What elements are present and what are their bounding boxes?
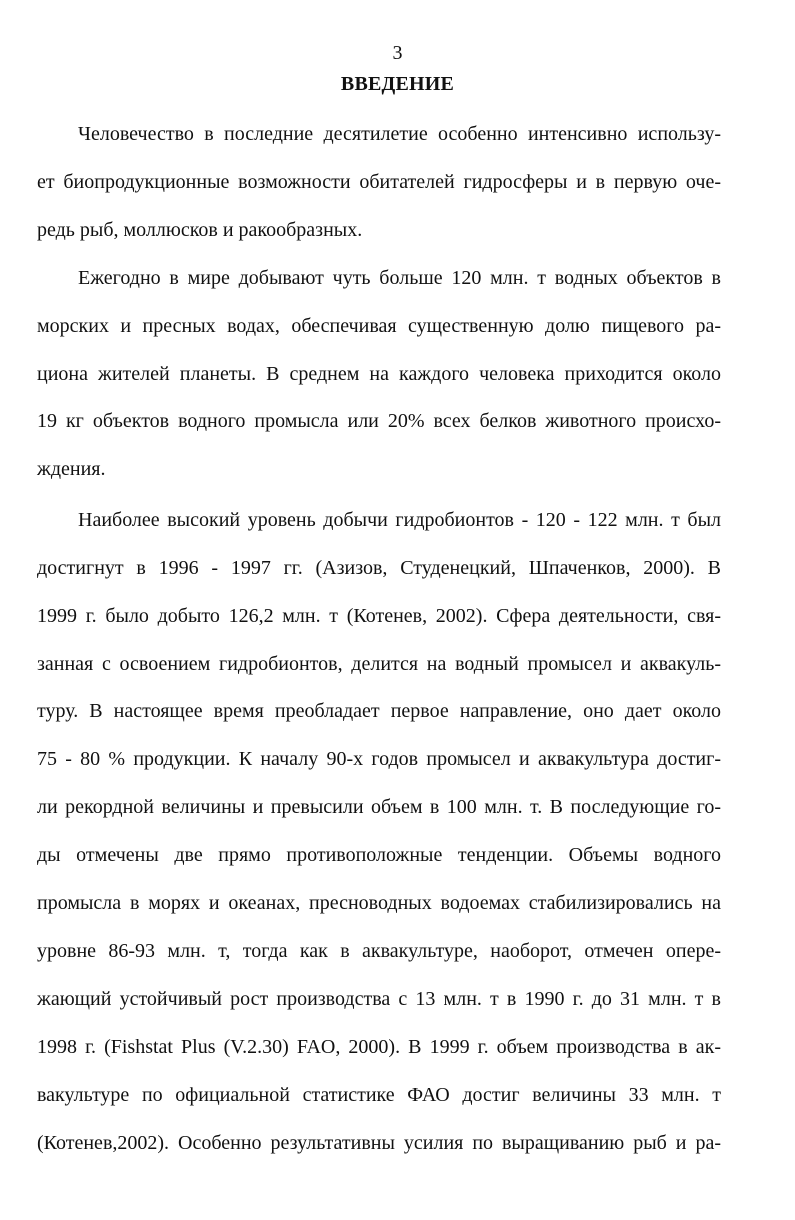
page-number: 3 (392, 42, 403, 64)
page-title: ВВЕДЕНИЕ (340, 73, 455, 95)
paragraph-3-line-1: Наиболее высокий уровень добычи гидробионтов - 120 - 122 млн. т был (78, 509, 721, 531)
paragraph-3-line-8: ды отмечены две прямо противоположные тенденции. Объемы водного (37, 844, 721, 866)
paragraph-3-line-12: 1998 г. (Fishstat Plus (V.2.30) FAO, 2000). В 1999 г. объем производства в ак- (37, 1036, 721, 1058)
paragraph-3-line-4: занная с освоением гидробионтов, делится на водный промысел и аквакуль- (37, 653, 721, 675)
paragraph-2-line-1: Ежегодно в мире добывают чуть больше 120 млн. т водных объектов в (78, 267, 721, 289)
paragraph-2-line-3: циона жителей планеты. В среднем на каждого человека приходится около (37, 363, 721, 385)
paragraph-2-line-2: морских и пресных водах, обеспечивая существенную долю пищевого ра- (37, 315, 721, 337)
paragraph-3-line-10: уровне 86-93 млн. т, тогда как в аквакультуре, наоборот, отмечен опере- (37, 940, 721, 962)
paragraph-3-line-13: вакультуре по официальной статистике ФАО достиг величины 33 млн. т (37, 1084, 721, 1106)
paragraph-3-line-3: 1999 г. было добыто 126,2 млн. т (Котенев, 2002). Сфера деятельности, свя- (37, 605, 721, 627)
paragraph-1-line-1: Человечество в последние десятилетие особенно интенсивно использу- (78, 123, 721, 145)
paragraph-3-line-11: жающий устойчивый рост производства с 13 млн. т в 1990 г. до 31 млн. т в (37, 988, 721, 1010)
paragraph-3-line-5: туру. В настоящее время преобладает первое направление, оно дает около (37, 700, 721, 722)
paragraph-2-line-4: 19 кг объектов водного промысла или 20% всех белков животного происхо- (37, 410, 721, 432)
paragraph-3-line-9: промысла в морях и океанах, пресноводных водоемах стабилизировались на (37, 892, 721, 914)
paragraph-3-line-2: достигнут в 1996 - 1997 гг. (Азизов, Студенецкий, Шпаченков, 2000). В (37, 557, 721, 579)
paragraph-3-line-14: (Котенев,2002). Особенно результативны усилия по выращиванию рыб и ра- (37, 1132, 721, 1154)
paragraph-3-line-7: ли рекордной величины и превысили объем в 100 млн. т. В последующие го- (37, 796, 721, 818)
paragraph-1-line-2: ет биопродукционные возможности обитателей гидросферы и в первую оче- (37, 171, 721, 193)
paragraph-1-line-3: редь рыб, моллюсков и ракообразных. (37, 219, 363, 241)
paragraph-2-line-5: ждения. (37, 458, 106, 480)
paragraph-3-line-6: 75 - 80 % продукции. К началу 90-х годов промысел и аквакультура достиг- (37, 748, 721, 770)
